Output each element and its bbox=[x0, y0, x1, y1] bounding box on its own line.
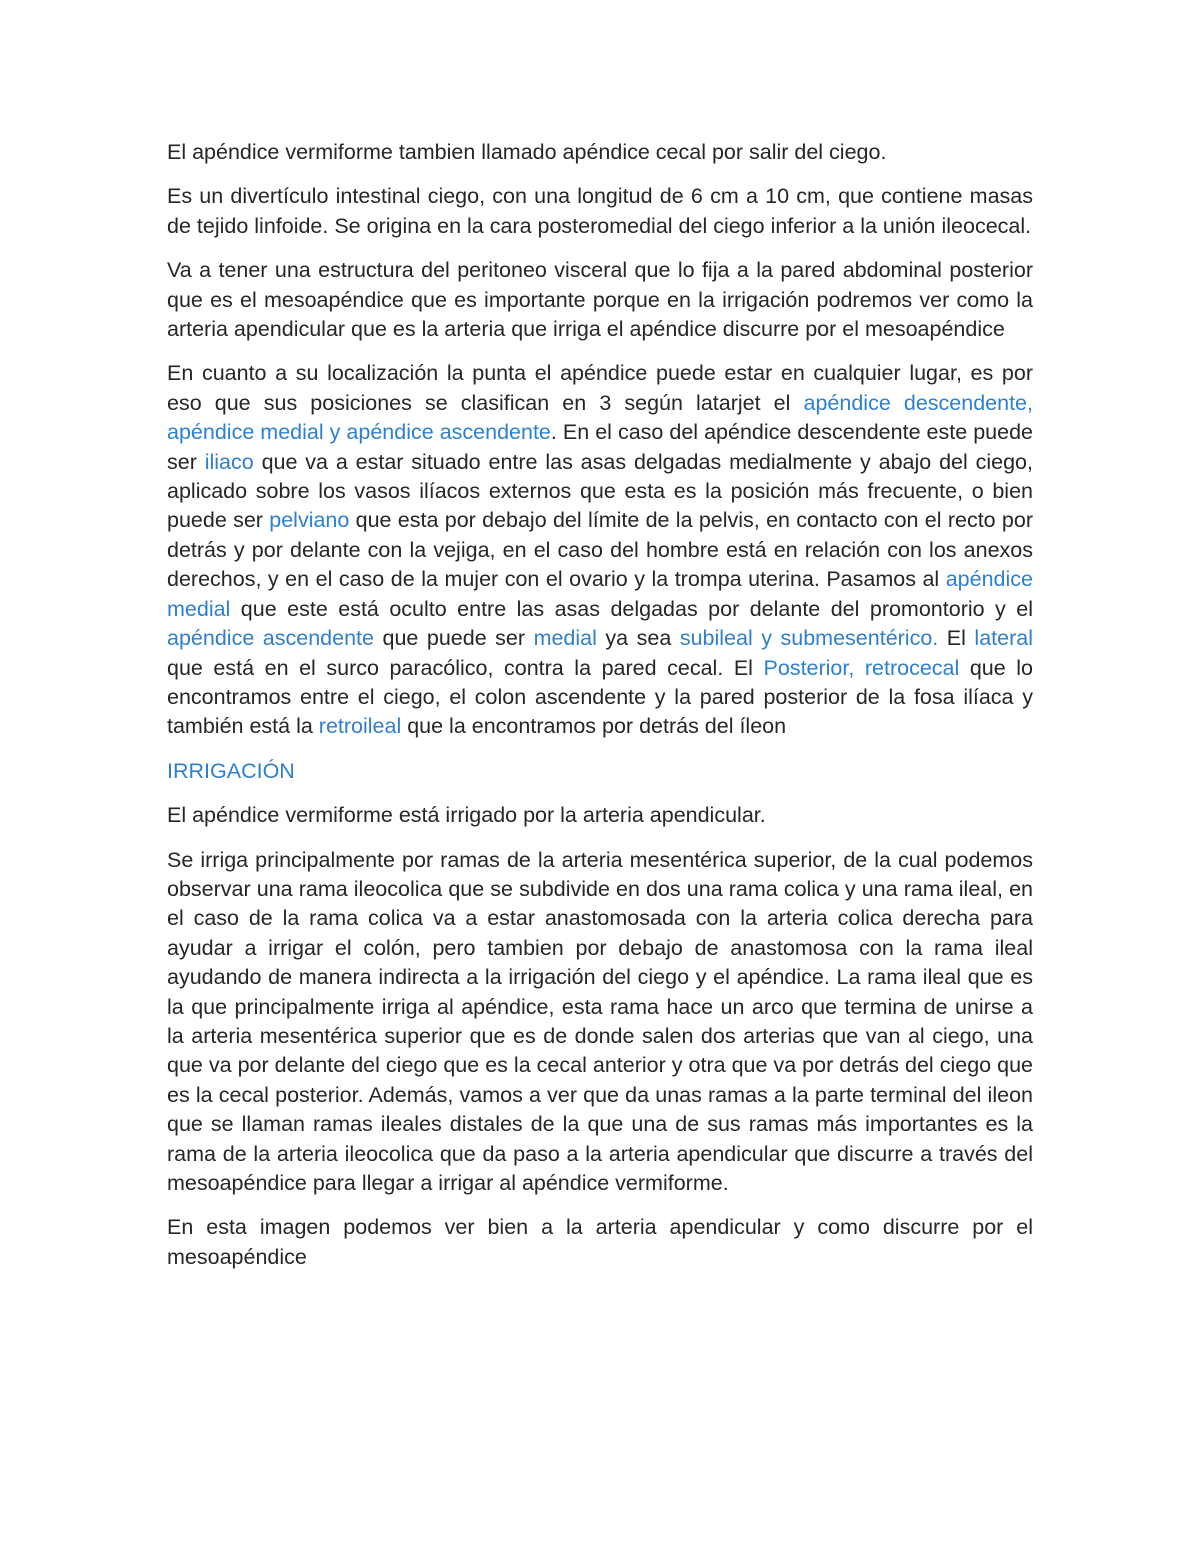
text-span: El bbox=[938, 626, 975, 651]
text-span: que puede ser bbox=[373, 626, 534, 651]
paragraph-irrigation-detail: Se irriga principalmente por ramas de la arteria mesentérica superior, de la cual podemos observar una rama ileocolica que se subdivide en dos una rama colica y una rama ileal, en el caso de la rama colica va a estar anastomosada con la arteria colica derecha para ayudar a irrigar el colón, pero tambien por debajo de anastomosa con la rama ileal ayudando de manera indirecta a la irrigación del ciego y el apéndice. La rama ileal que es la que principalmente irriga al apéndice, esta rama hace un arco que termina de unirse a la arteria mesentérica superior que es de donde salen dos arterias que van al ciego, una que va por delante del ciego que es la cecal anterior y otra que va por detrás del ciego que es la cecal posterior. Además, vamos a ver que da unas ramas a la parte terminal del ileon que se llaman ramas ileales distales de la que una de sus ramas más importantes es la rama de la arteria ileocolica que da paso a la arteria apendicular que discurre a través del mesoapéndice para llegar a irrigar al apéndice vermiforme. bbox=[167, 847, 1033, 1195]
highlight-pelviano: pelviano bbox=[269, 508, 350, 533]
section-heading-irrigacion: IRRIGACIÓN bbox=[167, 758, 295, 783]
text-span: . En el caso del apéndice descendente este puede ser bbox=[167, 420, 1033, 474]
highlight-retroileal: retroileal bbox=[318, 714, 402, 739]
text-span: En cuanto a su localización la punta el apéndice puede estar en cualquier lugar, es por eso que sus posiciones se clasifican en 3 según latarjet el bbox=[167, 361, 1033, 415]
text-span: que este está oculto entre las asas delgadas por delante del promontorio y el bbox=[230, 596, 1033, 621]
text-span: que la encontramos por detrás del íleon bbox=[401, 714, 787, 739]
paragraph-definition: Es un divertículo intestinal ciego, con una longitud de 6 cm a 10 cm, que contiene masas de tejido linfoide. Se origina en la cara posteromedial del ciego inferior a la unión ileocecal. bbox=[167, 184, 1033, 238]
document-page bbox=[167, 138, 1033, 1287]
text-span: que está en el surco paracólico, contra la pared cecal. El bbox=[167, 655, 764, 680]
highlight-apendice-ascendente: apéndice ascendente bbox=[167, 626, 374, 651]
highlight-medial: medial bbox=[533, 626, 597, 651]
paragraph-image-note: En esta imagen podemos ver bien a la arteria apendicular y como discurre por el mesoapéndice bbox=[167, 1215, 1033, 1269]
paragraph-intro: El apéndice vermiforme tambien llamado apéndice cecal por salir del ciego. bbox=[167, 140, 887, 164]
text-span: que va a estar situado entre las asas delgadas medialmente y abajo del ciego, aplicado sobre los vasos ilíacos externos que esta es la posición más frecuente, o bien puede ser bbox=[167, 449, 1033, 533]
highlight-appendix-positions: apéndice descendente, apéndice medial y apéndice ascendente bbox=[167, 390, 1033, 445]
paragraph-location bbox=[167, 359, 1033, 741]
text-span: que lo encontramos entre el ciego, el colon ascendente y la pared posterior de la fosa ilíaca y también está la bbox=[167, 655, 1034, 739]
highlight-subileal: subileal y submesentérico. bbox=[679, 626, 939, 651]
highlight-iliaco: iliaco bbox=[204, 449, 254, 474]
paragraph-mesoappendix: Va a tener una estructura del peritoneo visceral que lo fija a la pared abdominal posterior que es el mesoapéndice que es importante porque en la irrigación podremos ver como la arteria apendicular que es la arteria que irriga el apéndice discurre por el mesoapéndice bbox=[167, 258, 1033, 342]
paragraph-irrigation-intro: El apéndice vermiforme está irrigado por la arteria apendicular. bbox=[167, 803, 766, 828]
highlight-apendice-medial: apéndice medial bbox=[167, 567, 1033, 621]
text-span: ya sea bbox=[596, 626, 680, 651]
highlight-posterior-retrocecal: Posterior, retrocecal bbox=[763, 655, 960, 680]
highlight-lateral: lateral bbox=[974, 626, 1033, 651]
text-span: que esta por debajo del límite de la pelvis, en contacto con el recto por detrás y por delante con la vejiga, en el caso del hombre está en relación con los anexos derechos, y en el caso de la mujer con el ovario y la trompa uterina. Pasamos al bbox=[167, 508, 1033, 592]
